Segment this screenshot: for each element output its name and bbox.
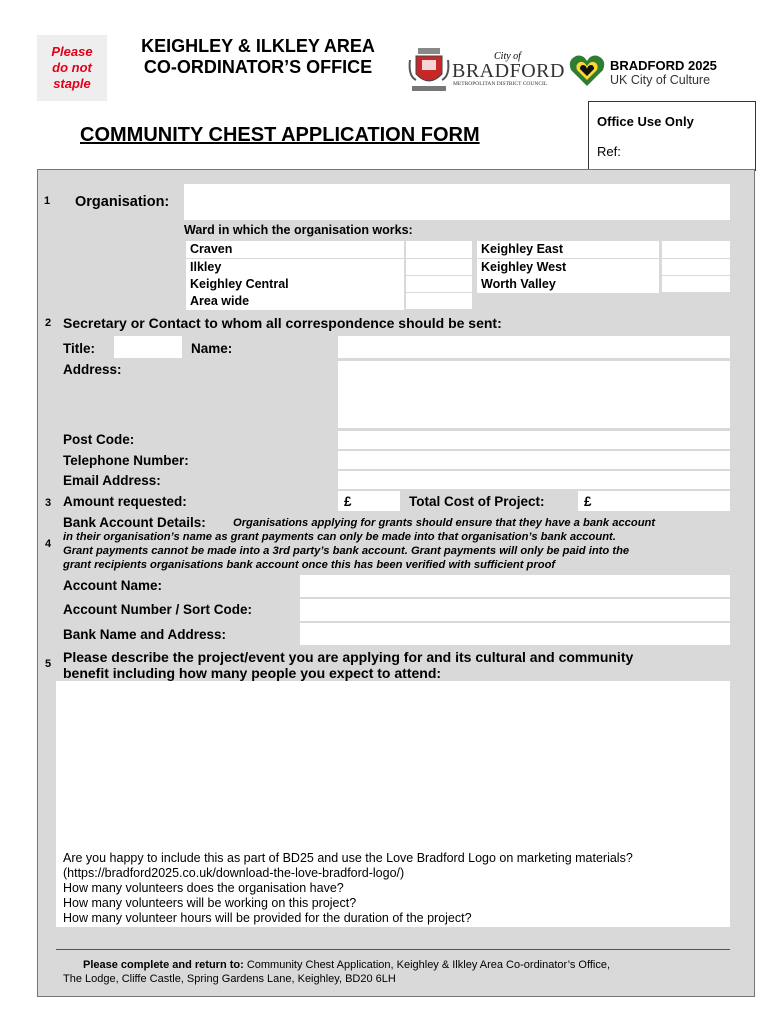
love-bradford-heart-icon (568, 52, 606, 88)
bank-note-line: Grant payments cannot be made into a 3rd party’s bank account. Grant payments will only be paid into the (63, 545, 630, 557)
section-number: 5 (45, 658, 52, 670)
bank-details-heading: Bank Account Details: (63, 515, 206, 530)
footer-divider (56, 949, 730, 950)
office-use-title: Office Use Only (597, 114, 694, 129)
council-crest-icon (408, 44, 450, 94)
section-number: 3 (45, 497, 52, 509)
ward-checkbox-craven[interactable] (406, 241, 472, 258)
organisation-label: Organisation: (75, 194, 170, 210)
ward-option-worth-valley: Worth Valley (477, 276, 659, 293)
telephone-label: Telephone Number: (63, 453, 189, 468)
project-description-heading: Please describe the project/event you are applying for and its cultural and community (63, 649, 634, 665)
total-cost-input[interactable] (578, 491, 730, 511)
ward-checkbox-area-wide[interactable] (406, 293, 472, 309)
contact-heading: Secretary or Contact to whom all correspondence should be sent: (63, 315, 502, 331)
ward-checkbox-ilkley[interactable] (406, 259, 472, 275)
amount-requested-input[interactable] (338, 491, 400, 511)
council-city-of: City of (494, 51, 521, 62)
office-use-ref-label: Ref: (597, 144, 621, 159)
address-label: Address: (63, 362, 122, 377)
currency-symbol: £ (584, 494, 592, 509)
name-label: Name: (191, 341, 233, 356)
currency-symbol: £ (344, 494, 352, 509)
volunteers-count-question: How many volunteers does the organisation have? (63, 881, 344, 895)
do-not-staple-note (37, 35, 107, 101)
title-input[interactable] (114, 336, 182, 358)
volunteer-hours-question: How many volunteer hours will be provided for the duration of the project? (63, 911, 472, 925)
staple-note-line: Please (51, 44, 93, 59)
bank-name-input[interactable] (300, 623, 730, 645)
project-description-heading: benefit including how many people you expect to attend: (63, 665, 442, 681)
postcode-input[interactable] (338, 431, 730, 449)
application-form-panel (37, 169, 755, 997)
return-instruction: Please complete and return to: (83, 959, 244, 971)
ward-option-ilkley: Ilkley (186, 259, 404, 276)
account-name-input[interactable] (300, 575, 730, 597)
section-number: 1 (44, 195, 51, 207)
council-name: BRADFORD (452, 60, 565, 82)
bank-note-line: in their organisation’s name as grant payments can only be made into that organisation’s bank account. (63, 531, 616, 543)
ward-checkbox-keighley-central[interactable] (406, 276, 472, 292)
bd25-logo-question: Are you happy to include this as part of BD25 and use the Love Bradford Logo on marketing materials? (63, 851, 633, 865)
ward-checkbox-keighley-east[interactable] (662, 241, 730, 258)
ward-checkbox-worth-valley[interactable] (662, 276, 730, 292)
account-number-input[interactable] (300, 599, 730, 621)
council-subtitle: METROPOLITAN DISTRICT COUNCIL (453, 81, 548, 87)
section-number: 2 (45, 317, 52, 329)
email-input[interactable] (338, 471, 730, 489)
account-name-label: Account Name: (63, 578, 163, 593)
ward-option-keighley-west: Keighley West (477, 259, 659, 276)
logo-download-link[interactable]: (https://bradford2025.co.uk/download-the-love-bradford-logo/) (63, 866, 405, 880)
amount-requested-label: Amount requested: (63, 494, 187, 509)
return-address-line: Community Chest Application, Keighley & Ilkley Area Co-ordinator’s Office, (243, 959, 610, 971)
name-input[interactable] (338, 336, 730, 358)
organisation-input[interactable] (184, 184, 730, 220)
bank-name-label: Bank Name and Address: (63, 627, 227, 642)
form-title: COMMUNITY CHEST APPLICATION FORM (80, 124, 480, 146)
telephone-input[interactable] (338, 451, 730, 469)
return-address (63, 958, 743, 986)
staple-note-line: staple (53, 76, 91, 91)
ward-option-area-wide: Area wide (186, 293, 404, 310)
office-name (118, 36, 398, 78)
address-input[interactable] (338, 361, 730, 428)
office-name-line: KEIGHLEY & ILKLEY AREA (141, 36, 375, 56)
ward-heading: Ward in which the organisation works: (184, 223, 413, 237)
office-name-line: CO-ORDINATOR’S OFFICE (143, 57, 373, 77)
section-number: 4 (45, 538, 52, 550)
postcode-label: Post Code: (63, 432, 135, 447)
ward-option-craven: Craven (186, 241, 404, 258)
project-description-textarea[interactable] (56, 681, 730, 927)
total-cost-label: Total Cost of Project: (409, 494, 545, 509)
account-number-label: Account Number / Sort Code: (63, 602, 253, 617)
office-use-box (588, 101, 756, 171)
return-address-line: The Lodge, Cliffe Castle, Spring Gardens Lane, Keighley, BD20 6LH (63, 973, 396, 985)
project-volunteers-question: How many volunteers will be working on this project? (63, 896, 357, 910)
bank-note-line: Organisations applying for grants should ensure that they have a bank account (233, 517, 656, 529)
ward-checkbox-keighley-west[interactable] (662, 259, 730, 275)
bradford-2025-subtitle: UK City of Culture (610, 73, 711, 87)
staple-note-line: do not (52, 60, 92, 75)
bradford-2025-title: BRADFORD 2025 (610, 58, 717, 73)
bank-note-line: grant recipients organisations bank account once this has been verified with sufficient proof (63, 559, 556, 571)
ward-option-keighley-east: Keighley East (477, 241, 659, 258)
email-label: Email Address: (63, 473, 161, 488)
title-label: Title: (63, 341, 96, 356)
ward-option-keighley-central: Keighley Central (186, 276, 404, 293)
